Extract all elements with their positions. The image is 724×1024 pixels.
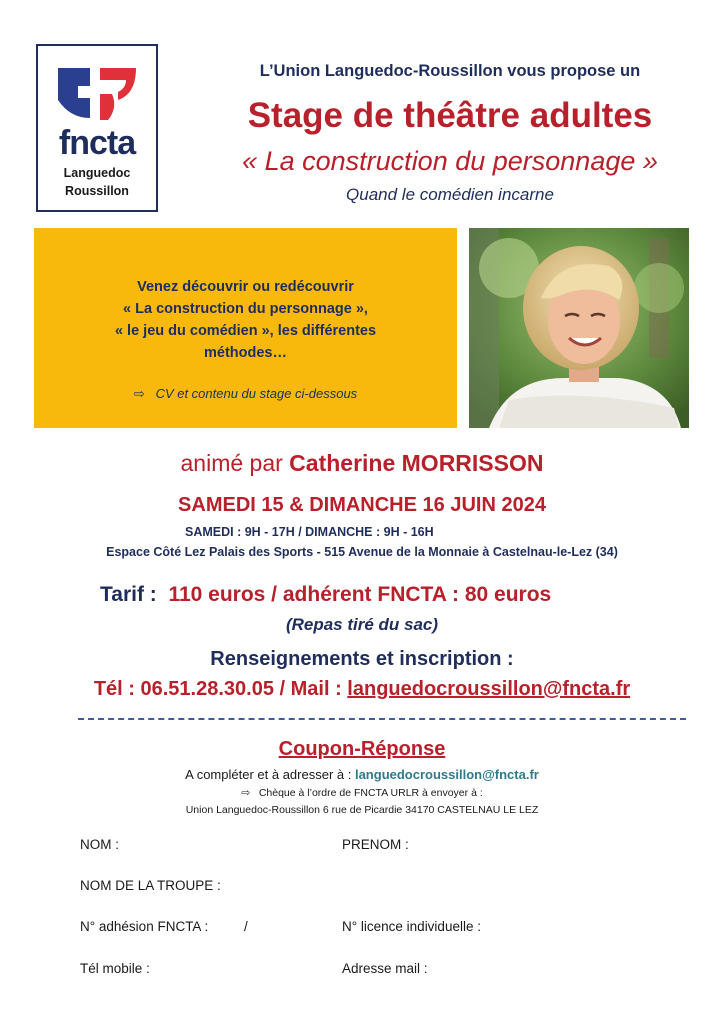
arrow-right-icon: ⇨ bbox=[133, 386, 145, 401]
page-title: Stage de théâtre adultes bbox=[247, 96, 653, 135]
field-prenom-label[interactable]: PRENOM : bbox=[342, 837, 409, 852]
coupon-instructions-prefix: A compléter et à adresser à : bbox=[185, 767, 352, 782]
field-troupe-label[interactable]: NOM DE LA TROUPE : bbox=[80, 878, 221, 893]
tagline: Quand le comédien incarne bbox=[346, 185, 554, 204]
coupon-cheque-line bbox=[0, 787, 724, 799]
fncta-logo bbox=[36, 44, 158, 212]
logo-region-line1: Languedoc bbox=[63, 166, 131, 180]
coupon-instructions bbox=[0, 767, 724, 782]
promo-line-2: « La construction du personnage », bbox=[123, 301, 368, 317]
contact-email-link[interactable]: languedocroussillon@fncta.fr bbox=[347, 678, 631, 700]
field-tel-label[interactable]: Tél mobile : bbox=[80, 961, 150, 976]
promo-note bbox=[34, 386, 457, 402]
tarif-line bbox=[100, 583, 551, 607]
event-dates: SAMEDI 15 & DIMANCHE 16 JUIN 2024 bbox=[178, 494, 546, 516]
contact-prefix: Tél : 06.51.28.30.05 / Mail : bbox=[93, 678, 342, 700]
intro-text: L’Union Languedoc-Roussillon vous propose un bbox=[259, 62, 641, 80]
repas-note: (Repas tiré du sac) bbox=[285, 615, 439, 634]
instructor-line bbox=[0, 450, 724, 477]
logo-wordmark: fncta bbox=[58, 124, 136, 162]
logo-region-line2: Roussillon bbox=[65, 184, 129, 198]
info-heading: Renseignements et inscription : bbox=[210, 648, 514, 670]
tarif-value: 110 euros / adhérent FNCTA : 80 euros bbox=[168, 583, 552, 606]
tarif-label: Tarif : bbox=[100, 583, 157, 606]
promo-note-text: CV et contenu du stage ci-dessous bbox=[155, 386, 358, 401]
instructor-photo bbox=[469, 228, 689, 428]
event-venue: Espace Côté Lez Palais des Sports - 515 Avenue de la Monnaie à Castelnau-le-Lez (34) bbox=[106, 545, 618, 559]
event-hours: SAMEDI : 9H - 17H / DIMANCHE : 9H - 16H bbox=[185, 525, 434, 539]
field-nom-label[interactable]: NOM : bbox=[80, 837, 119, 852]
field-adhesion-label[interactable]: N° adhésion FNCTA : bbox=[80, 919, 209, 934]
contact-line bbox=[0, 678, 724, 701]
promo-box bbox=[34, 228, 457, 428]
instructor-prefix: animé par bbox=[180, 450, 283, 476]
coupon-title: Coupon-Réponse bbox=[278, 738, 446, 760]
promo-line-3: « le jeu du comédien », les différentes bbox=[114, 323, 377, 339]
promo-line-4: méthodes… bbox=[204, 345, 287, 361]
coupon-cheque-text: Chèque à l’ordre de FNCTA URLR à envoyer à : bbox=[258, 787, 483, 799]
instructor-name: Catherine MORRISSON bbox=[289, 450, 544, 476]
field-adhesion-separator: / bbox=[244, 919, 248, 934]
field-mail-label[interactable]: Adresse mail : bbox=[342, 961, 428, 976]
promo-text bbox=[34, 276, 457, 364]
fncta-logo-mark-icon bbox=[56, 64, 138, 124]
coupon-address: Union Languedoc-Roussillon 6 rue de Picardie 34170 CASTELNAU LE LEZ bbox=[185, 804, 539, 816]
dashed-separator bbox=[78, 718, 686, 720]
promo-line-1: Venez découvrir ou redécouvrir bbox=[137, 279, 354, 295]
arrow-right-icon: ⇨ bbox=[241, 787, 251, 799]
coupon-email-link[interactable]: languedocroussillon@fncta.fr bbox=[354, 767, 539, 782]
portrait-illustration bbox=[469, 228, 689, 428]
page-subtitle: « La construction du personnage » bbox=[242, 146, 658, 176]
field-licence-label[interactable]: N° licence individuelle : bbox=[342, 919, 481, 934]
